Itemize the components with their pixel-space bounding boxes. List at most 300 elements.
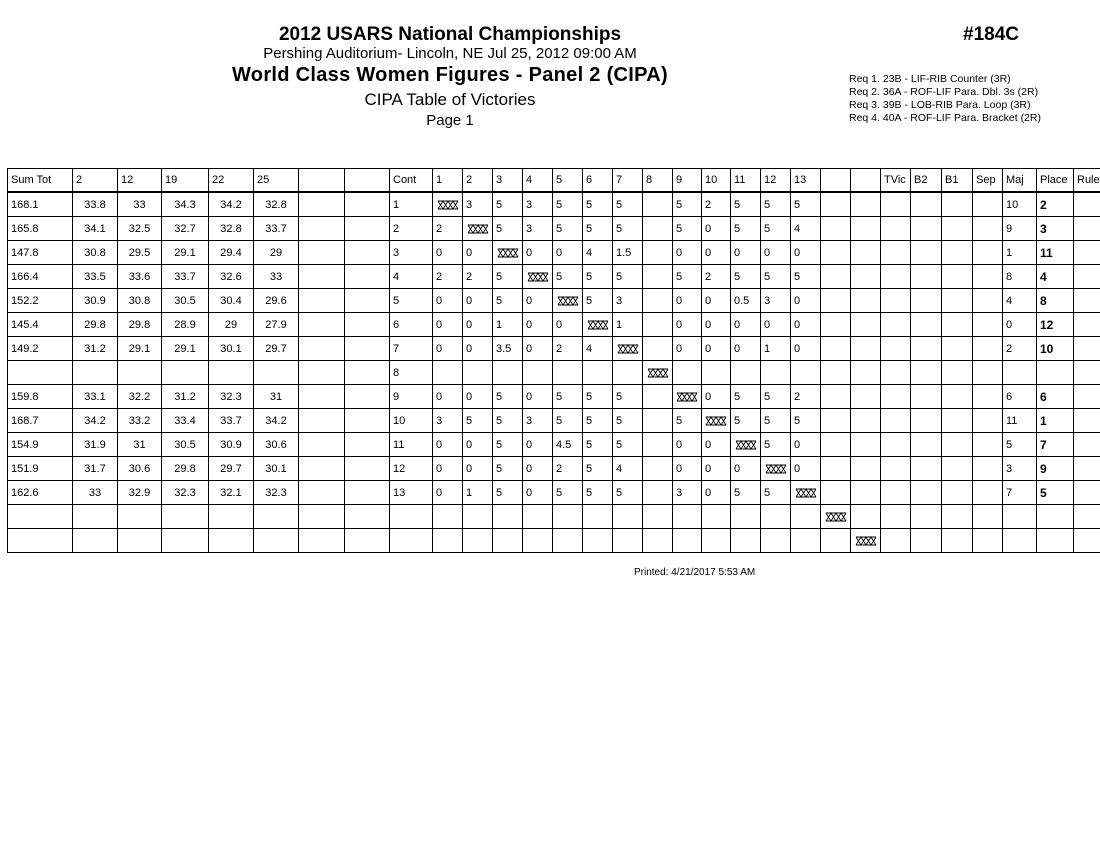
table-cell	[881, 481, 911, 505]
table-cell: 5	[673, 265, 702, 289]
table-cell: 34.2	[209, 192, 254, 217]
column-header	[851, 169, 881, 193]
table-cell	[942, 385, 973, 409]
table-cell	[1074, 192, 1100, 217]
table-cell: 9	[390, 385, 433, 409]
table-cell: 0	[791, 289, 821, 313]
table-cell	[643, 217, 673, 241]
table-cell: 2	[433, 265, 463, 289]
table-cell: 8	[1003, 265, 1037, 289]
table-row	[8, 385, 1100, 409]
table-cell: 0	[523, 337, 553, 361]
table-cell: 0	[673, 289, 702, 313]
column-header	[345, 169, 390, 193]
table-cell	[973, 433, 1003, 457]
table-cell: 34.3	[162, 192, 209, 217]
table-cell	[299, 241, 345, 265]
table-row	[8, 217, 1100, 241]
table-cell	[433, 505, 463, 529]
table-cell: 29.7	[209, 457, 254, 481]
table-cell: 32.3	[254, 481, 299, 505]
self-comparison-cell	[613, 337, 643, 361]
table-cell: 30.8	[73, 241, 118, 265]
table-cell: 5	[493, 385, 523, 409]
table-cell	[911, 337, 942, 361]
table-cell: 33.7	[162, 265, 209, 289]
table-cell: 0	[433, 289, 463, 313]
table-cell: 33.2	[118, 409, 162, 433]
table-cell: 32.8	[209, 217, 254, 241]
table-cell: 5	[791, 192, 821, 217]
table-cell: 166.4	[8, 265, 73, 289]
table-cell: 0	[523, 457, 553, 481]
table-cell	[254, 505, 299, 529]
table-cell	[881, 457, 911, 481]
table-cell: 0	[702, 217, 731, 241]
table-cell: 0	[523, 433, 553, 457]
column-header: Cont	[390, 169, 433, 193]
self-comparison-cell	[583, 313, 613, 337]
table-cell	[1074, 529, 1100, 553]
table-cell: 0	[702, 241, 731, 265]
table-cell	[973, 241, 1003, 265]
table-cell: 5	[761, 409, 791, 433]
table-cell: 0	[523, 385, 553, 409]
table-cell: 5	[761, 265, 791, 289]
table-cell: 32.9	[118, 481, 162, 505]
table-cell: 10	[1037, 337, 1074, 361]
table-cell	[851, 313, 881, 337]
table-cell: 165.8	[8, 217, 73, 241]
table-cell: 29.8	[118, 313, 162, 337]
table-cell: 1	[613, 313, 643, 337]
table-cell	[299, 265, 345, 289]
table-cell	[299, 385, 345, 409]
table-cell	[209, 505, 254, 529]
table-cell	[643, 241, 673, 265]
cross-hatch-icon	[825, 512, 847, 522]
table-cell	[254, 529, 299, 553]
table-cell	[761, 505, 791, 529]
table-cell	[881, 192, 911, 217]
cross-hatch-icon	[557, 296, 579, 306]
self-comparison-cell	[493, 241, 523, 265]
table-cell	[463, 505, 493, 529]
table-cell: 33	[254, 265, 299, 289]
table-cell: 0	[433, 385, 463, 409]
table-cell: 2	[1037, 192, 1074, 217]
table-cell: 33.7	[209, 409, 254, 433]
table-cell	[911, 433, 942, 457]
table-cell: 32.1	[209, 481, 254, 505]
table-cell	[1037, 529, 1074, 553]
table-cell	[821, 361, 851, 385]
table-cell	[821, 313, 851, 337]
table-cell: 5	[761, 192, 791, 217]
table-cell	[911, 481, 942, 505]
table-row	[8, 433, 1100, 457]
table-cell	[390, 529, 433, 553]
table-cell	[881, 529, 911, 553]
table-cell: 0	[673, 313, 702, 337]
self-comparison-cell	[673, 385, 702, 409]
table-cell: 0	[463, 241, 493, 265]
table-cell: 145.4	[8, 313, 73, 337]
table-cell: 10	[1003, 192, 1037, 217]
table-cell	[881, 337, 911, 361]
table-cell	[583, 529, 613, 553]
table-cell: 0	[553, 313, 583, 337]
table-cell	[1003, 505, 1037, 529]
table-cell	[553, 361, 583, 385]
table-cell	[643, 337, 673, 361]
table-cell: 33.8	[73, 192, 118, 217]
table-cell	[881, 265, 911, 289]
table-cell	[345, 361, 390, 385]
table-cell: 5	[583, 481, 613, 505]
table-cell: 1	[463, 481, 493, 505]
table-cell	[942, 409, 973, 433]
table-cell: 0	[463, 457, 493, 481]
table-cell: 5	[613, 481, 643, 505]
table-cell	[881, 385, 911, 409]
self-comparison-cell	[643, 361, 673, 385]
table-cell	[1074, 481, 1100, 505]
table-cell	[973, 505, 1003, 529]
table-cell	[643, 313, 673, 337]
table-row	[8, 265, 1100, 289]
table-cell	[493, 529, 523, 553]
column-header	[821, 169, 851, 193]
table-cell: 3	[1003, 457, 1037, 481]
table-cell	[851, 385, 881, 409]
table-cell: 5	[1003, 433, 1037, 457]
table-cell: 29	[254, 241, 299, 265]
table-cell: 5	[583, 409, 613, 433]
table-cell	[821, 481, 851, 505]
column-header: Maj	[1003, 169, 1037, 193]
table-row	[8, 457, 1100, 481]
table-cell	[254, 361, 299, 385]
table-cell: 32.8	[254, 192, 299, 217]
table-cell	[851, 505, 881, 529]
table-cell	[731, 529, 761, 553]
table-cell: 7	[1003, 481, 1037, 505]
table-cell	[911, 265, 942, 289]
table-cell: 2	[791, 385, 821, 409]
table-cell	[162, 505, 209, 529]
table-cell: 162.6	[8, 481, 73, 505]
document-title: 2012 USARS National Championships	[278, 24, 622, 45]
self-comparison-cell	[851, 529, 881, 553]
table-row	[8, 505, 1100, 529]
table-cell: 32.5	[118, 217, 162, 241]
table-cell: 33.1	[73, 385, 118, 409]
table-cell	[791, 505, 821, 529]
requirement-item: Req 4. 40A - ROF-LIF Para. Bracket (2R)	[849, 112, 1041, 124]
table-cell: 33.7	[254, 217, 299, 241]
requirement-item: Req 1. 23B - LIF-RIB Counter (3R)	[849, 73, 1011, 85]
table-cell: 0	[731, 313, 761, 337]
table-cell: 1	[761, 337, 791, 361]
table-cell	[821, 337, 851, 361]
table-cell: 31.2	[162, 385, 209, 409]
cross-hatch-icon	[647, 368, 669, 378]
table-cell: 0	[673, 337, 702, 361]
table-cell: 2	[1003, 337, 1037, 361]
table-cell: 11	[1003, 409, 1037, 433]
table-cell	[1003, 529, 1037, 553]
column-header: 5	[553, 169, 583, 193]
table-cell: 5	[761, 481, 791, 505]
table-cell	[881, 433, 911, 457]
table-cell	[851, 457, 881, 481]
table-cell: 5	[613, 385, 643, 409]
table-cell	[643, 409, 673, 433]
table-cell	[942, 505, 973, 529]
table-cell	[851, 337, 881, 361]
table-cell	[973, 192, 1003, 217]
table-cell	[821, 385, 851, 409]
table-cell	[942, 217, 973, 241]
column-header: 2	[463, 169, 493, 193]
table-cell	[299, 289, 345, 313]
table-cell: 0	[702, 313, 731, 337]
table-cell: 31.7	[73, 457, 118, 481]
table-cell: 6	[1037, 385, 1074, 409]
table-cell: 5	[583, 289, 613, 313]
table-cell: 7	[390, 337, 433, 361]
page-number: Page 1	[426, 112, 474, 129]
table-cell: 0.5	[731, 289, 761, 313]
table-cell: 29.6	[254, 289, 299, 313]
table-cell: 4	[791, 217, 821, 241]
table-cell	[851, 241, 881, 265]
table-cell	[299, 505, 345, 529]
table-cell: 168.1	[8, 192, 73, 217]
table-cell: 5	[493, 481, 523, 505]
table-cell	[493, 505, 523, 529]
table-cell	[973, 529, 1003, 553]
table-cell	[643, 265, 673, 289]
table-cell	[673, 529, 702, 553]
table-cell: 5	[673, 409, 702, 433]
table-cell: 5	[493, 457, 523, 481]
table-cell: 0	[731, 337, 761, 361]
table-cell: 5	[613, 265, 643, 289]
table-cell: 4	[583, 241, 613, 265]
column-header: 13	[791, 169, 821, 193]
table-cell: 31.9	[73, 433, 118, 457]
table-cell: 5	[583, 385, 613, 409]
table-cell: 0	[702, 337, 731, 361]
table-cell	[299, 313, 345, 337]
table-cell: 3	[390, 241, 433, 265]
table-cell: 159.8	[8, 385, 73, 409]
table-cell	[973, 409, 1003, 433]
table-cell	[1037, 505, 1074, 529]
table-cell: 29	[209, 313, 254, 337]
column-header: 10	[702, 169, 731, 193]
table-cell: 9	[1003, 217, 1037, 241]
table-cell: 29.1	[162, 241, 209, 265]
table-cell: 3	[673, 481, 702, 505]
table-cell: 33.5	[73, 265, 118, 289]
venue-date: Pershing Auditorium- Lincoln, NE Jul 25, 2012 09:00 AM	[263, 45, 637, 62]
table-cell: 0	[433, 481, 463, 505]
table-cell: 0	[463, 433, 493, 457]
table-row	[8, 289, 1100, 313]
table-cell	[851, 192, 881, 217]
table-cell: 30.4	[209, 289, 254, 313]
table-cell: 30.5	[162, 289, 209, 313]
table-cell	[299, 433, 345, 457]
table-cell	[299, 192, 345, 217]
table-cell: 1	[1003, 241, 1037, 265]
table-cell: 0	[791, 337, 821, 361]
table-cell: 34.2	[73, 409, 118, 433]
self-comparison-cell	[821, 505, 851, 529]
table-cell	[1074, 385, 1100, 409]
table-cell	[821, 241, 851, 265]
table-cell: 147.8	[8, 241, 73, 265]
cross-hatch-icon	[527, 272, 549, 282]
table-cell: 0	[791, 433, 821, 457]
table-cell: 5	[553, 217, 583, 241]
table-title: CIPA Table of Victories	[364, 90, 536, 109]
table-cell: 0	[463, 313, 493, 337]
table-cell	[942, 457, 973, 481]
table-cell	[1037, 361, 1074, 385]
table-cell	[299, 361, 345, 385]
table-cell: 2	[463, 265, 493, 289]
table-cell	[911, 192, 942, 217]
table-cell: 4	[1037, 265, 1074, 289]
table-cell: 34.1	[73, 217, 118, 241]
table-cell: 2	[702, 265, 731, 289]
table-cell: 30.9	[209, 433, 254, 457]
table-cell: 1.5	[613, 241, 643, 265]
table-cell	[433, 529, 463, 553]
table-cell	[345, 505, 390, 529]
column-header: B2	[911, 169, 942, 193]
table-row	[8, 481, 1100, 505]
table-row	[8, 313, 1100, 337]
table-cell	[942, 337, 973, 361]
table-cell	[973, 337, 1003, 361]
table-cell	[851, 409, 881, 433]
table-cell	[973, 361, 1003, 385]
requirement-item: Req 3. 39B - LOB-RIB Para. Loop (3R)	[849, 99, 1031, 111]
table-cell	[911, 313, 942, 337]
column-header: 22	[209, 169, 254, 193]
table-cell	[1074, 289, 1100, 313]
self-comparison-cell	[791, 481, 821, 505]
table-cell	[1074, 217, 1100, 241]
table-cell: 5	[731, 265, 761, 289]
table-cell: 0	[523, 289, 553, 313]
table-cell: 5	[583, 433, 613, 457]
table-cell	[583, 361, 613, 385]
table-cell	[345, 457, 390, 481]
table-cell	[643, 481, 673, 505]
table-cell	[942, 361, 973, 385]
table-cell: 0	[523, 313, 553, 337]
table-cell	[911, 289, 942, 313]
table-cell: 0	[463, 337, 493, 361]
cross-hatch-icon	[617, 344, 639, 354]
table-cell	[345, 337, 390, 361]
self-comparison-cell	[463, 217, 493, 241]
table-cell: 3	[523, 192, 553, 217]
table-cell: 33.4	[162, 409, 209, 433]
table-cell: 32.3	[209, 385, 254, 409]
table-cell: 5	[493, 433, 523, 457]
table-cell	[821, 192, 851, 217]
table-cell: 29.8	[73, 313, 118, 337]
table-cell: 13	[390, 481, 433, 505]
table-cell	[345, 289, 390, 313]
table-cell: 5	[583, 457, 613, 481]
cross-hatch-icon	[735, 440, 757, 450]
table-cell: 168.7	[8, 409, 73, 433]
table-cell	[345, 192, 390, 217]
self-comparison-cell	[761, 457, 791, 481]
table-cell	[553, 529, 583, 553]
table-row	[8, 241, 1100, 265]
table-cell	[821, 529, 851, 553]
table-cell: 32.7	[162, 217, 209, 241]
column-header: 11	[731, 169, 761, 193]
table-row	[8, 409, 1100, 433]
table-cell	[942, 289, 973, 313]
table-cell: 6	[1003, 385, 1037, 409]
self-comparison-cell	[433, 192, 463, 217]
table-cell	[911, 457, 942, 481]
table-cell	[791, 361, 821, 385]
table-cell	[8, 529, 73, 553]
table-cell	[973, 265, 1003, 289]
printed-timestamp: Printed: 4/21/2017 5:53 AM	[634, 567, 756, 578]
table-cell	[673, 361, 702, 385]
table-cell: 30.9	[73, 289, 118, 313]
table-cell: 0	[433, 337, 463, 361]
table-cell: 32.3	[162, 481, 209, 505]
table-cell	[643, 457, 673, 481]
table-cell	[8, 505, 73, 529]
table-cell: 8	[390, 361, 433, 385]
table-cell	[1074, 313, 1100, 337]
table-cell: 5	[673, 192, 702, 217]
table-cell: 2	[702, 192, 731, 217]
table-cell	[613, 361, 643, 385]
table-cell: 0	[553, 241, 583, 265]
table-cell: 0	[463, 385, 493, 409]
table-cell	[345, 385, 390, 409]
table-cell	[973, 385, 1003, 409]
table-cell	[942, 313, 973, 337]
table-cell	[493, 361, 523, 385]
table-cell: 5	[553, 481, 583, 505]
table-cell: 5	[761, 433, 791, 457]
table-cell: 33	[118, 192, 162, 217]
table-cell: 5	[731, 217, 761, 241]
table-cell	[1074, 433, 1100, 457]
victories-table	[7, 168, 1100, 553]
table-cell: 0	[702, 481, 731, 505]
table-cell	[345, 265, 390, 289]
table-cell	[702, 361, 731, 385]
